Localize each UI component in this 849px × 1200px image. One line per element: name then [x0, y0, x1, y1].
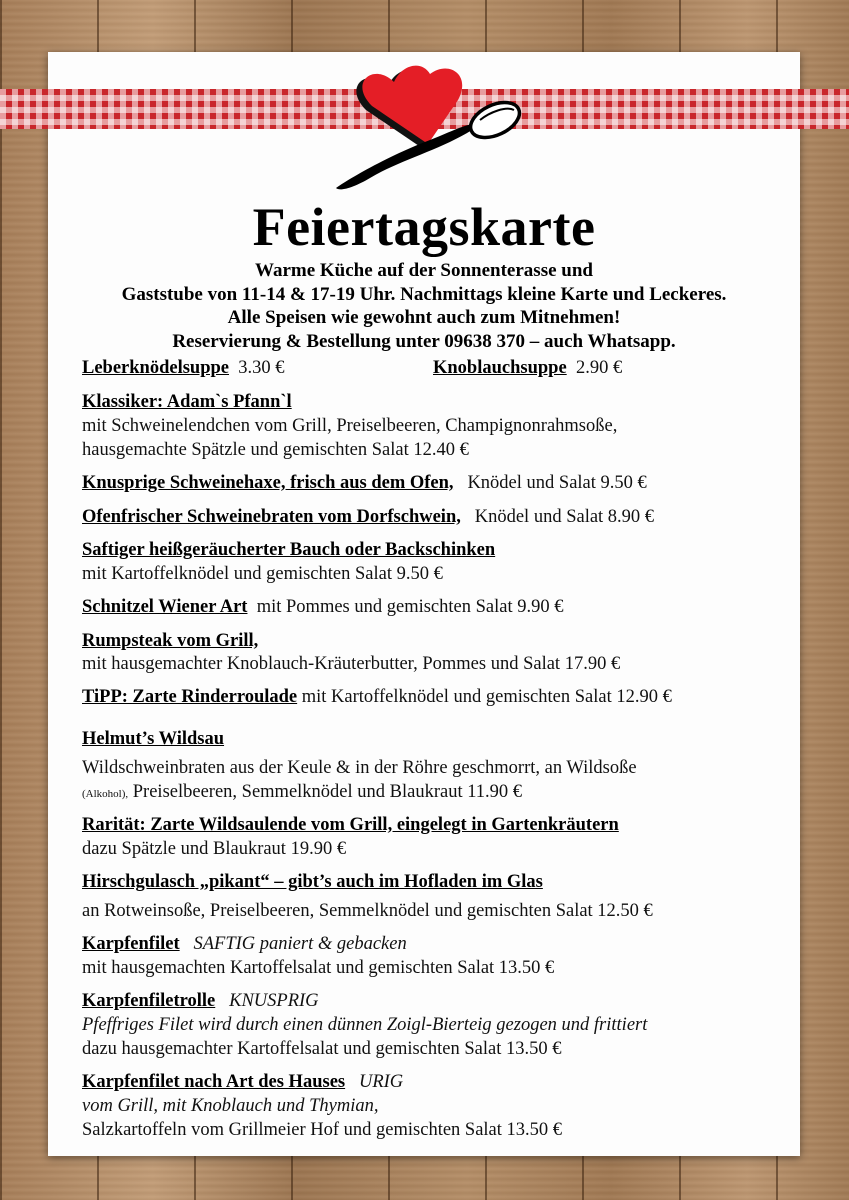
- menu-item-rumpsteak: [82, 630, 258, 652]
- subtitle-line: Reservierung & Bestellung unter 09638 370 – auch Whatsapp.: [172, 330, 676, 352]
- menu-item-bauch: [82, 539, 495, 561]
- dish-description: vom Grill, mit Knoblauch und Thymian,: [82, 1096, 379, 1116]
- menu-item-klassiker: [82, 391, 292, 413]
- menu-item-karpfen-hauses: [82, 1071, 403, 1093]
- dish-description-row: [82, 781, 522, 805]
- dish-description: Knödel und Salat 9.50 €: [467, 473, 647, 493]
- menu-item-haxe: [82, 472, 647, 494]
- dish-name: Klassiker: Adam`s Pfann`l: [82, 392, 292, 412]
- menu-item-braten: [82, 506, 654, 528]
- dish-name: Leberknödelsuppe: [82, 358, 230, 378]
- dish-description: hausgemachte Spätzle und gemischten Salat 12.40 €: [82, 440, 469, 460]
- dish-description: Knödel und Salat 8.90 €: [474, 507, 655, 527]
- subtitle-block: [48, 259, 800, 353]
- subtitle-line: Alle Speisen wie gewohnt auch zum Mitnehmen!: [227, 307, 621, 328]
- dish-description: Salzkartoffeln vom Grillmeier Hof und gemischten Salat 13.50 €: [82, 1120, 563, 1140]
- menu-item-schnitzel: [82, 596, 564, 618]
- dish-name: TiPP: Zarte Rinderroulade: [82, 687, 298, 707]
- menu-item-raritaet: [82, 814, 619, 836]
- dish-name: Schnitzel Wiener Art: [82, 597, 248, 617]
- menu-item-tipp: [82, 686, 672, 708]
- dish-name: Rarität: Zarte Wildsaulende vom Grill, eingelegt in Gartenkräutern: [82, 815, 619, 835]
- dish-name: Saftiger heißgeräucherter Bauch oder Backschinken: [82, 540, 496, 560]
- menu-item-hirsch: [82, 871, 543, 893]
- dish-name: Karpfenfilet: [82, 934, 180, 954]
- dish-tag: KNUSPRIG: [229, 991, 319, 1011]
- dish-description: dazu hausgemachter Kartoffelsalat und gemischten Salat 13.50 €: [82, 1039, 562, 1059]
- dish-name: Hirschgulasch „pikant“ – gibt’s auch im Hofladen im Glas: [82, 872, 543, 892]
- dish-description: mit Pommes und gemischten Salat 9.90 €: [256, 597, 564, 617]
- dish-description: mit Schweinelendchen vom Grill, Preiselbeeren, Champignonrahmsoße,: [82, 416, 618, 436]
- dish-name: Knoblauchsuppe: [433, 358, 567, 378]
- dish-description: Wildschweinbraten aus der Keule & in der Röhre geschmorrt, an Wildsoße: [82, 758, 637, 778]
- soup-row-2: [433, 357, 622, 379]
- dish-description: mit hausgemachten Kartoffelsalat und gemischten Salat 13.50 €: [82, 958, 555, 978]
- dish-description: Preiselbeeren, Semmelknödel und Blaukraut 11.90 €: [128, 782, 523, 802]
- dish-description: mit Kartoffelknödel und gemischten Salat 9.50 €: [82, 564, 443, 584]
- page-title: Feiertagskarte: [252, 197, 596, 257]
- dish-price: 2.90 €: [575, 358, 623, 378]
- dish-description: Pfeffriges Filet wird durch einen dünnen Zoigl-Bierteig gezogen und frittiert: [82, 1015, 648, 1035]
- soup-row-1: [82, 357, 285, 379]
- dish-name: Helmut’s Wildsau: [82, 729, 225, 749]
- dish-name: Karpfenfilet nach Art des Hauses: [82, 1072, 346, 1092]
- dish-price: 3.30 €: [238, 358, 285, 378]
- subtitle-line: Gaststube von 11-14 & 17-19 Uhr. Nachmittags kleine Karte und Leckeres.: [121, 283, 727, 305]
- menu-item-karpfenfiletrolle: [82, 990, 319, 1012]
- menu-item-wildsau: [82, 728, 224, 750]
- dish-name: Ofenfrischer Schweinebraten vom Dorfschwein,: [82, 507, 461, 527]
- dish-tag: URIG: [358, 1072, 404, 1092]
- dish-name: Karpfenfiletrolle: [82, 991, 216, 1011]
- menu-item-karpfenfilet: [82, 933, 407, 955]
- allergen-note: (Alkohol),: [82, 788, 129, 800]
- dish-description: mit Kartoffelknödel und gemischten Salat 12.90 €: [301, 687, 672, 707]
- dish-description: dazu Spätzle und Blaukraut 19.90 €: [82, 839, 347, 859]
- heart-spoon-icon: [330, 60, 530, 195]
- dish-description: mit hausgemachter Knoblauch-Kräuterbutter, Pommes und Salat 17.90 €: [82, 654, 621, 674]
- dish-tag: SAFTIG paniert & gebacken: [193, 934, 407, 954]
- dish-name: Knusprige Schweinehaxe, frisch aus dem Ofen,: [82, 473, 454, 493]
- dish-description: an Rotweinsoße, Preiselbeeren, Semmelknödel und gemischten Salat 12.50 €: [82, 901, 653, 921]
- dish-name: Rumpsteak vom Grill,: [82, 631, 259, 651]
- subtitle-line: Warme Küche auf der Sonnenterasse und: [255, 260, 593, 281]
